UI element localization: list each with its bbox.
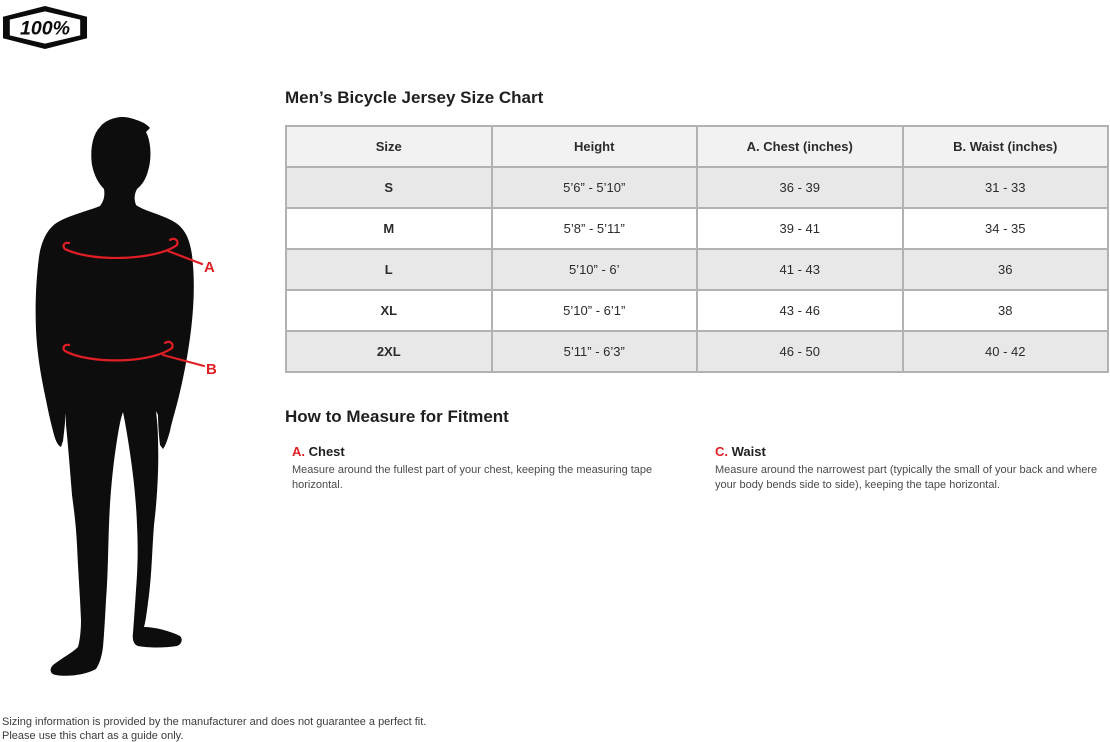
- cell-chest: 46 - 50: [697, 331, 903, 372]
- cell-height: 5’11” - 6’3”: [492, 331, 698, 372]
- measure-chest-key: A.: [292, 444, 305, 459]
- logo-text: 100%: [20, 17, 70, 40]
- cell-chest: 41 - 43: [697, 249, 903, 290]
- male-silhouette: [36, 117, 194, 676]
- disclaimer-line-1: Sizing information is provided by the manufacturer and does not guarantee a perfect fit.: [2, 716, 427, 728]
- waist-label-b: B: [206, 361, 217, 378]
- table-row: [286, 208, 1108, 249]
- measure-instructions: [285, 444, 1109, 493]
- cell-waist: 38: [903, 290, 1109, 331]
- disclaimer-line-2: Please use this chart as a guide only.: [2, 730, 184, 742]
- table-row: [286, 167, 1108, 208]
- cell-height: 5’10” - 6’1”: [492, 290, 698, 331]
- cell-waist: 36: [903, 249, 1109, 290]
- column-header-waist: B. Waist (inches): [903, 126, 1109, 167]
- cell-height: 5’10” - 6’: [492, 249, 698, 290]
- cell-size: M: [286, 208, 492, 249]
- cell-size: S: [286, 167, 492, 208]
- measure-item-chest: [292, 444, 692, 493]
- measure-waist-key: C.: [715, 444, 728, 459]
- size-chart-body: [286, 167, 1108, 372]
- cell-waist: 31 - 33: [903, 167, 1109, 208]
- cell-height: 5’6” - 5’10”: [492, 167, 698, 208]
- table-row: [286, 290, 1108, 331]
- cell-waist: 40 - 42: [903, 331, 1109, 372]
- brand-100percent-logo: [2, 5, 88, 50]
- cell-height: 5’8” - 5’11”: [492, 208, 698, 249]
- measure-waist-label: Waist: [731, 444, 766, 459]
- header-row: [286, 126, 1108, 167]
- cell-chest: 43 - 46: [697, 290, 903, 331]
- body-measurement-diagram: [20, 115, 220, 690]
- disclaimer: [2, 715, 426, 742]
- measure-chest-description: Measure around the fullest part of your chest, keeping the measuring tape horizontal.: [292, 464, 653, 491]
- measure-waist-heading: [715, 444, 1107, 459]
- measure-chest-label: Chest: [308, 444, 345, 459]
- column-header-height: Height: [492, 126, 698, 167]
- chest-label-a: A: [204, 259, 215, 276]
- measure-section-title: How to Measure for Fitment: [285, 407, 509, 426]
- cell-chest: 39 - 41: [697, 208, 903, 249]
- table-row: [286, 249, 1108, 290]
- cell-size: L: [286, 249, 492, 290]
- table-row: [286, 331, 1108, 372]
- measure-waist-description: Measure around the narrowest part (typically the small of your back and where your body bends side to side), keeping the tape horizontal.: [715, 464, 1098, 491]
- cell-chest: 36 - 39: [697, 167, 903, 208]
- size-chart-title: Men’s Bicycle Jersey Size Chart: [285, 88, 544, 107]
- size-chart-table: [285, 125, 1109, 373]
- cell-size: 2XL: [286, 331, 492, 372]
- cell-size: XL: [286, 290, 492, 331]
- measure-item-waist: [715, 444, 1107, 493]
- column-header-size: Size: [286, 126, 492, 167]
- measure-chest-heading: [292, 444, 692, 459]
- size-guide-content: [285, 88, 1109, 493]
- cell-waist: 34 - 35: [903, 208, 1109, 249]
- column-header-chest: A. Chest (inches): [697, 126, 903, 167]
- size-chart-header: [286, 126, 1108, 167]
